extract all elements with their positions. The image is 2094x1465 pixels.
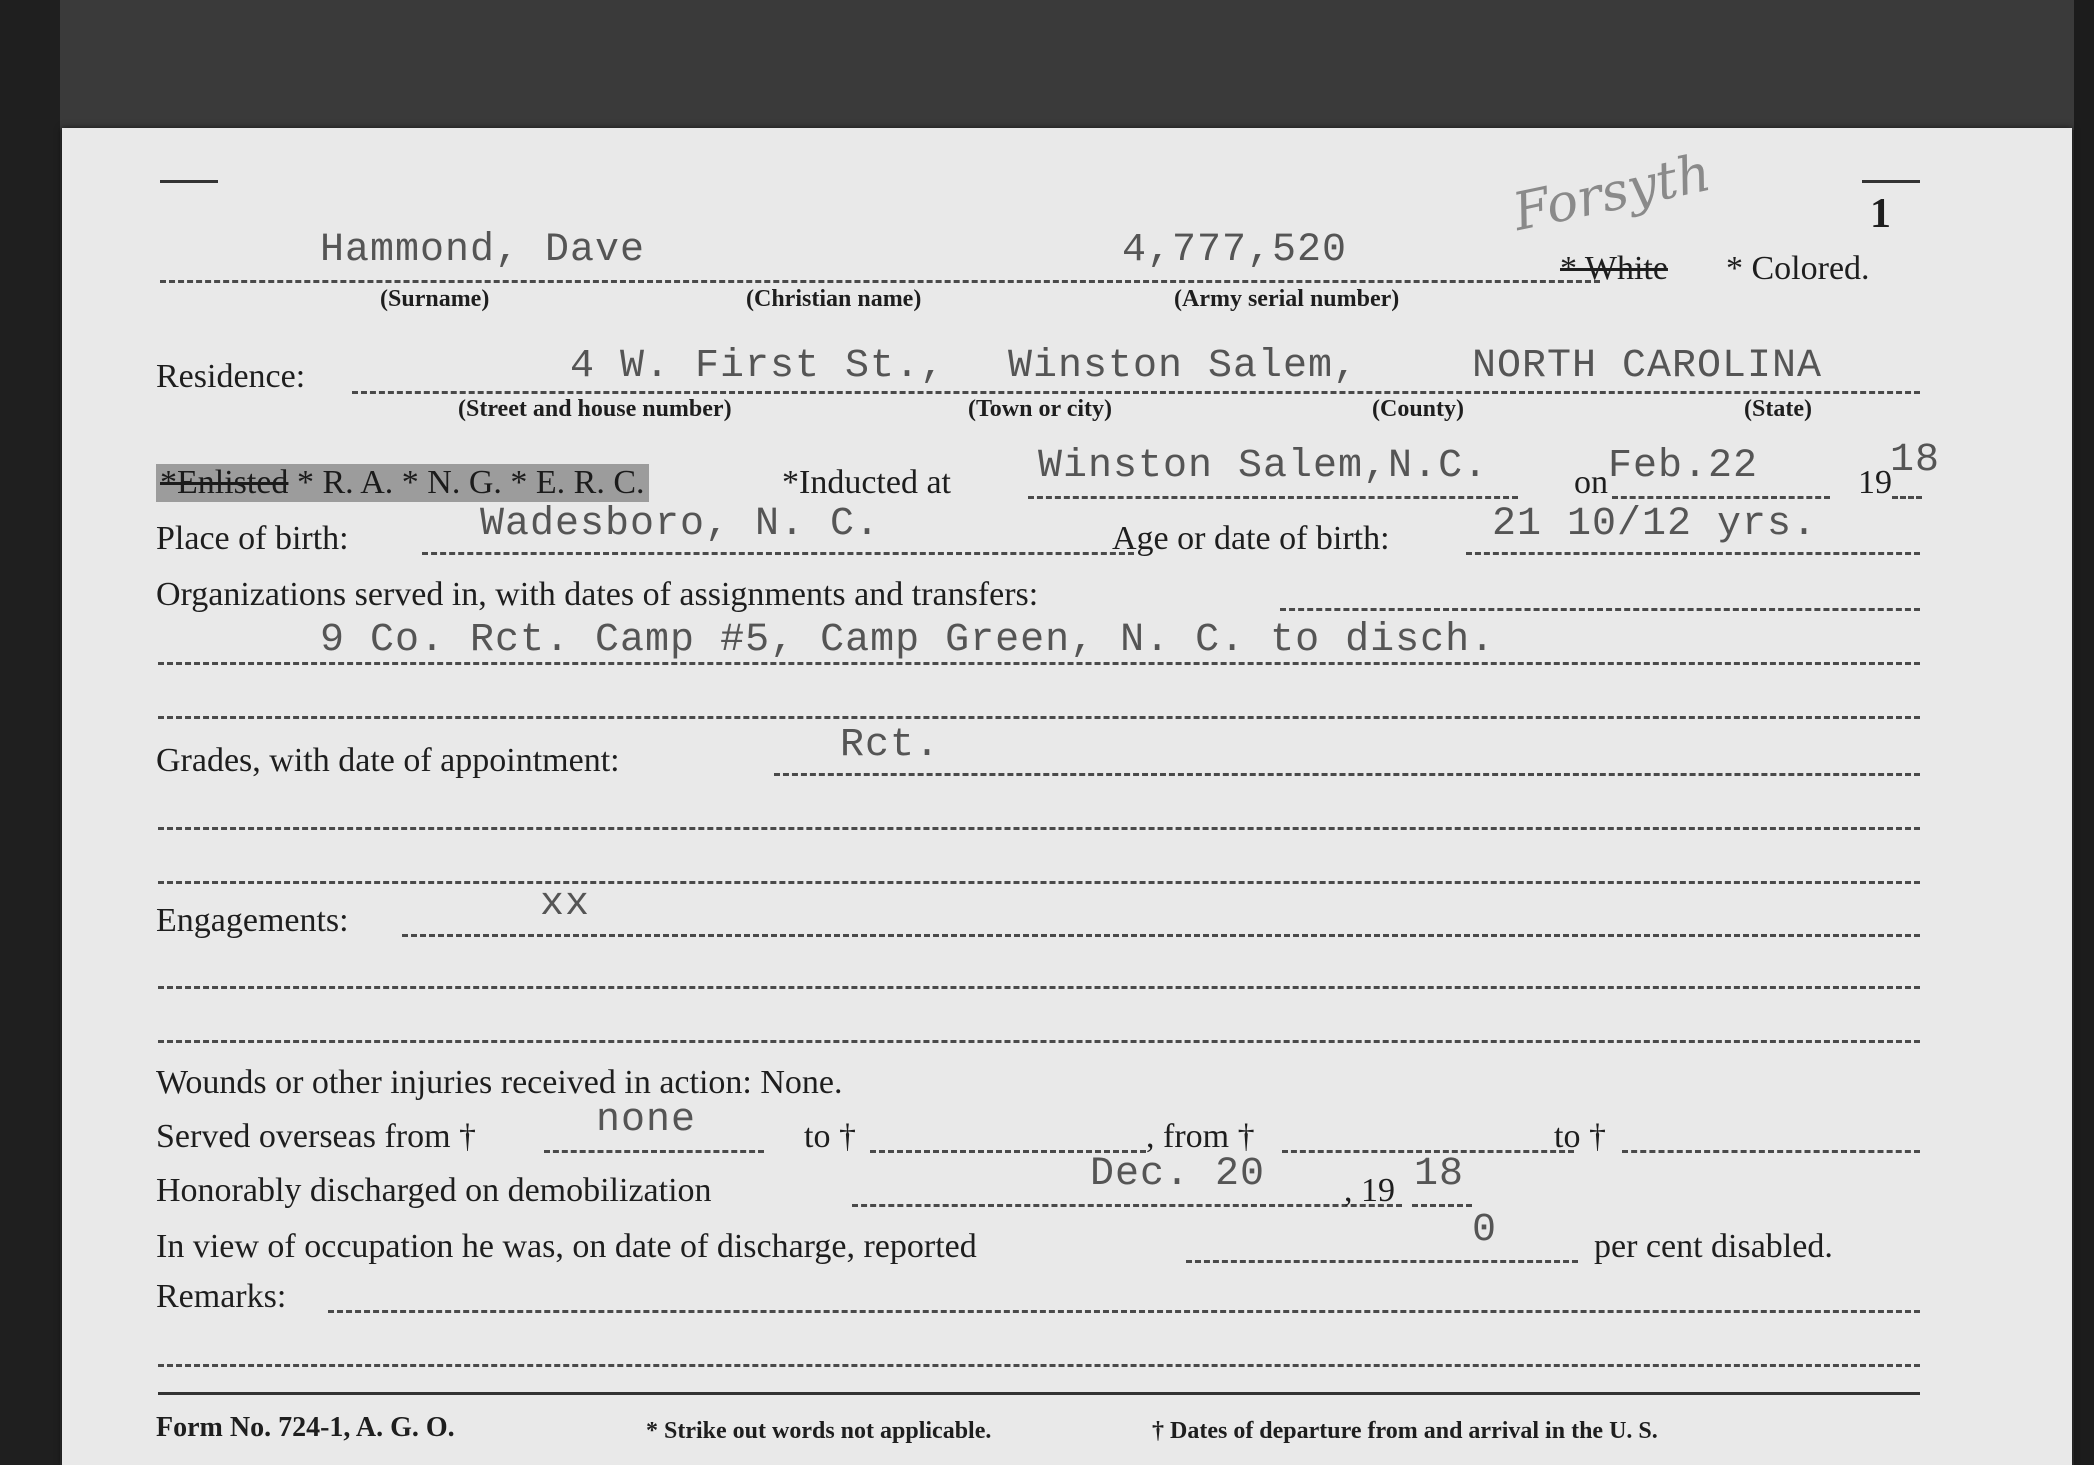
age-label: Age or date of birth: (1112, 520, 1390, 557)
age-value: 21 10/12 yrs. (1492, 502, 1818, 547)
name-line (160, 280, 1600, 283)
discharge-year-line (1412, 1204, 1472, 1207)
residence-line (352, 391, 1920, 394)
induction-date-value: Feb.22 (1608, 444, 1759, 489)
birthplace-label: Place of birth: (156, 520, 349, 557)
town-caption: (Town or city) (968, 396, 1112, 422)
engagements-label: Engagements: (156, 902, 349, 939)
residence-label: Residence: (156, 358, 306, 395)
scan-background-left (0, 0, 60, 1465)
serial-number-caption: (Army serial number) (1174, 286, 1400, 312)
organizations-line-2 (158, 662, 1920, 665)
service-record-card (62, 128, 2072, 1465)
surname-caption: (Surname) (380, 286, 490, 312)
colored-option: * Colored. (1726, 250, 1870, 287)
disabled-line (1186, 1260, 1578, 1263)
residence-street-value: 4 W. First St., (570, 344, 946, 389)
remarks-label: Remarks: (156, 1278, 287, 1315)
birthplace-line (422, 552, 1134, 555)
induction-year-line (1892, 496, 1922, 499)
discharge-label: Honorably discharged on demobilization (156, 1172, 712, 1209)
engagements-line-3 (158, 1040, 1920, 1043)
grades-line-3 (158, 881, 1920, 884)
grades-line-1 (774, 773, 1920, 776)
residence-state-value: NORTH CAROLINA (1472, 344, 1823, 389)
street-caption: (Street and house number) (458, 396, 732, 422)
engagements-line-2 (158, 986, 1920, 989)
overseas-value: none (596, 1098, 697, 1143)
organizations-value: 9 Co. Rct. Camp #5, Camp Green, N. C. to disch. (320, 618, 1496, 663)
footer-rule (158, 1392, 1920, 1395)
discharge-year-prefix: , 19 (1344, 1172, 1395, 1209)
handwritten-county-note: Forsyth (1507, 142, 1716, 244)
state-caption: (State) (1744, 396, 1812, 422)
surname-value: Hammond, Dave (320, 228, 646, 273)
footnote-dates: † Dates of departure from and arrival in the U. S. (1152, 1418, 1658, 1444)
engagements-line-1 (402, 934, 1920, 937)
county-caption: (County) (1372, 396, 1465, 422)
birthplace-value: Wadesboro, N. C. (480, 502, 881, 547)
branch-options: * R. A. * N. G. * E. R. C. (296, 464, 645, 501)
card-number: 1 (1870, 191, 1891, 237)
top-right-rule (1862, 180, 1920, 183)
grades-label: Grades, with date of appointment: (156, 742, 620, 779)
age-line (1466, 552, 1920, 555)
overseas-from-label-2: , from † (1146, 1118, 1255, 1155)
grades-line-2 (158, 827, 1920, 830)
organizations-label: Organizations served in, with dates of assignments and transfers: (156, 576, 1039, 613)
disabled-value: 0 (1472, 1208, 1498, 1253)
discharge-date-line (852, 1204, 1402, 1207)
on-label: on (1574, 464, 1608, 501)
enlisted-option (156, 464, 649, 502)
remarks-line-1 (328, 1310, 1920, 1313)
remarks-line-2 (158, 1364, 1920, 1367)
top-left-rule (160, 180, 218, 183)
white-option: * White (1560, 250, 1668, 287)
discharge-year-value: 18 (1414, 1152, 1465, 1197)
induction-year-value: 18 (1890, 438, 1941, 483)
overseas-to-line-2 (1622, 1150, 1920, 1153)
overseas-label: Served overseas from † (156, 1118, 477, 1155)
residence-city-value: Winston Salem, (1008, 344, 1359, 389)
organizations-line-3 (158, 716, 1920, 719)
induction-date-line (1612, 496, 1830, 499)
engagements-value: xx (540, 882, 591, 927)
serial-number-value: 4,777,520 (1122, 228, 1348, 273)
grades-value: Rct. (840, 723, 941, 768)
christian-name-caption: (Christian name) (746, 286, 922, 312)
inducted-place-value: Winston Salem,N.C. (1038, 444, 1489, 489)
inducted-line (1028, 496, 1518, 499)
form-number: Form No. 724-1, A. G. O. (156, 1412, 455, 1443)
scan-background-right (2074, 0, 2094, 1465)
overseas-to-label-2: to † (1554, 1118, 1606, 1155)
wounds-label: Wounds or other injuries received in action: None. (156, 1064, 843, 1101)
inducted-label: *Inducted at (782, 464, 951, 501)
overseas-to-label: to † (804, 1118, 856, 1155)
enlisted-text: *Enlisted (160, 464, 289, 501)
year-prefix: 19 (1858, 464, 1892, 501)
overseas-from-line (544, 1150, 764, 1153)
discharge-date-value: Dec. 20 (1090, 1152, 1266, 1197)
organizations-line-1 (1280, 608, 1920, 611)
scan-background-top (0, 0, 2094, 130)
footnote-strike: * Strike out words not applicable. (646, 1418, 992, 1444)
occupation-label: In view of occupation he was, on date of discharge, reported (156, 1228, 977, 1265)
disabled-suffix: per cent disabled. (1594, 1228, 1833, 1265)
